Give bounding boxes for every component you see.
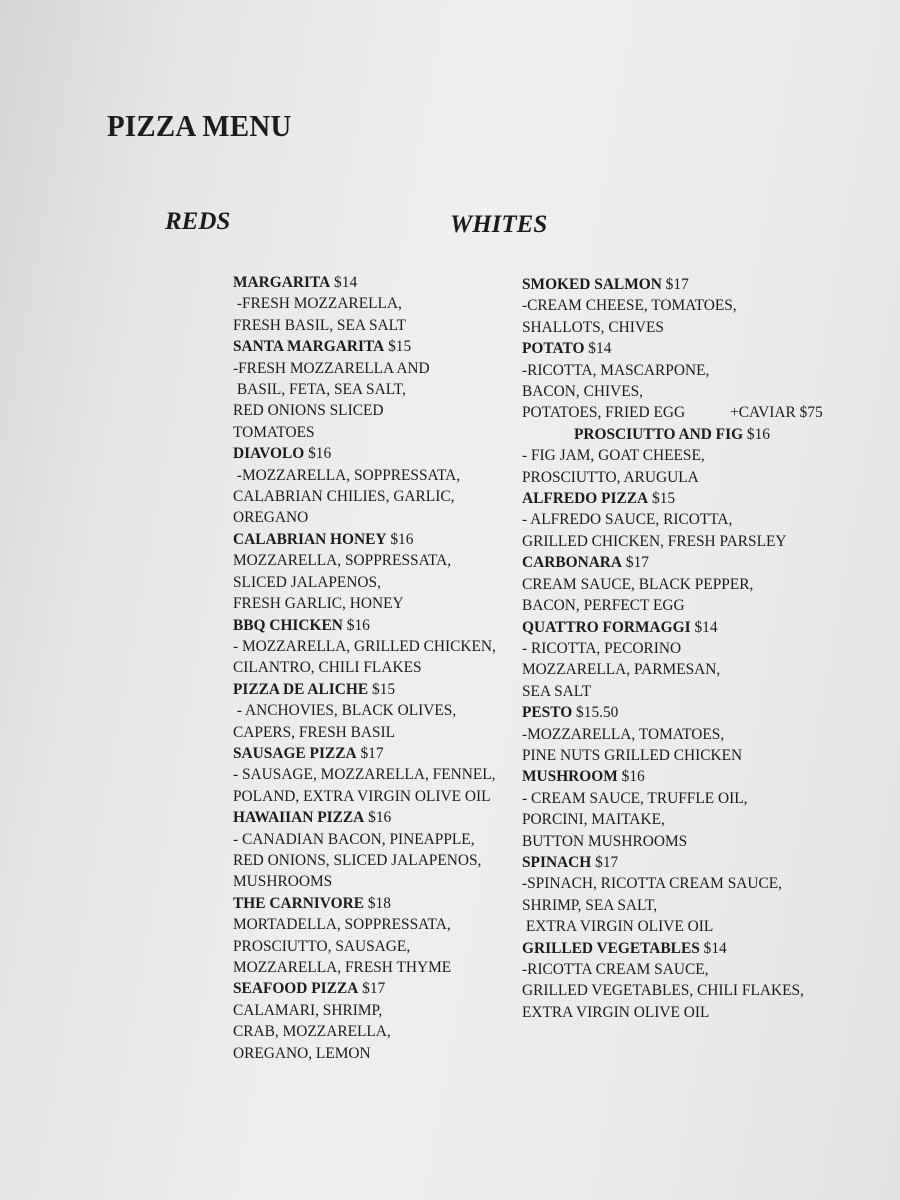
menu-item-title [233,272,496,293]
menu-item-description: -MOZZARELLA, SOPPRESSATA, [233,466,461,484]
menu-item-description: FRESH BASIL, SEA SALT [233,316,407,334]
menu-item-description: MOZZARELLA, FRESH THYME [233,959,452,976]
menu-item-description: - CANADIAN BACON, PINEAPPLE, [233,830,475,848]
menu-item-description: -RICOTTA CREAM SAUCE, [522,961,709,978]
menu-item-name: THE CARNIVORE [233,894,364,912]
menu-item-description: FRESH GARLIC, HONEY [233,595,404,613]
menu-item-name: POTATO [522,340,585,358]
menu-item-title [522,852,823,873]
menu-item-price: $15.50 [576,704,619,722]
menu-item-description: -RICOTTA, MASCARPONE, [522,361,710,379]
menu-item-price: $16 [346,616,370,634]
menu-item-description: PINE NUTS GRILLED CHICKEN [522,746,743,764]
menu-item-description: CAPERS, FRESH BASIL [233,723,396,741]
menu-item-title [522,338,823,359]
menu-item-description: CALABRIAN CHILIES, GARLIC, [233,488,455,506]
menu-item-name: SMOKED SALMON [522,276,662,293]
menu-item-price: $17 [362,980,386,998]
menu-item-price: $14 [334,274,358,291]
menu-item-name: CALABRIAN HONEY [233,530,387,548]
menu-item-price: $14 [694,618,718,636]
menu-item-name: HAWAIIAN PIZZA [233,809,365,827]
menu-item-description: -FRESH MOZZARELLA AND [233,359,430,377]
menu-item-price: $16 [390,530,414,548]
menu-item-price: $15 [388,338,412,356]
menu-item-description: RED ONIONS, SLICED JALAPENOS, [233,851,482,869]
menu-item-name: QUATTRO FORMAGGI [522,618,691,636]
menu-item-description: CRAB, MOZZARELLA, [233,1023,391,1041]
menu-item-description: BACON, PERFECT EGG [522,597,685,615]
menu-item-title [522,766,823,787]
menu-item-price: $18 [367,894,391,912]
menu-item-description: BACON, CHIVES, [522,383,643,401]
menu-item-name: MARGARITA [233,274,331,291]
menu-item-name: BBQ CHICKEN [233,616,343,634]
menu-item-description: -CREAM CHEESE, TOMATOES, [522,297,737,315]
menu-item-description: POTATOES, FRIED EGG +CAVIAR $75 [522,402,823,423]
menu-item-description: PORCINI, MAITAKE, [522,811,665,829]
menu-item-description: PROSCIUTTO, ARUGULA [522,468,699,486]
menu-item-name: SAUSAGE PIZZA [233,744,357,762]
menu-item-description: BUTTON MUSHROOMS [522,832,688,850]
reds-heading: REDS [165,208,231,235]
menu-item-title [522,702,823,723]
menu-item-price: $17 [665,276,689,293]
menu-item-description: MUSHROOMS [233,873,333,891]
whites-heading: WHITES [450,211,548,238]
menu-item-price: $17 [625,554,649,572]
menu-item-description: - FIG JAM, GOAT CHEESE, [522,447,705,465]
reds-menu-list [233,272,496,1064]
whites-menu-list [522,274,823,1023]
menu-item-price: $16 [746,425,770,443]
menu-item-addon: +CAVIAR $75 [730,404,823,422]
menu-item-description: CILANTRO, CHILI FLAKES [233,659,422,677]
menu-item-description: RED ONIONS SLICED [233,402,384,420]
menu-item-name: PROSCIUTTO AND FIG [574,425,744,443]
menu-item-description: CALAMARI, SHRIMP, [233,1001,383,1019]
menu-item-description: -MOZZARELLA, TOMATOES, [522,725,725,743]
menu-item-description: BASIL, FETA, SEA SALT, [233,381,406,399]
menu-item-name: SEAFOOD PIZZA [233,980,359,998]
menu-item-price: $16 [621,768,645,786]
menu-item-description: OREGANO, LEMON [233,1044,371,1062]
menu-item-title [233,743,496,764]
menu-item-price: $14 [703,939,727,957]
menu-item-description: - SAUSAGE, MOZZARELLA, FENNEL, [233,766,496,784]
menu-item-title [522,274,823,295]
menu-item-description: SEA SALT [522,682,592,700]
menu-item-name: PESTO [522,704,573,722]
menu-item-description: GRILLED CHICKEN, FRESH PARSLEY [522,532,787,550]
page-title: PIZZA MENU [107,108,292,143]
menu-item-price: $16 [368,809,392,827]
menu-item-description: GRILLED VEGETABLES, CHILI FLAKES, [522,982,804,1000]
menu-item-name: SANTA MARGARITA [233,338,385,356]
menu-item-description: EXTRA VIRGIN OLIVE OIL [522,918,714,936]
menu-item-name: DIAVOLO [233,445,305,463]
menu-item-title [522,424,823,445]
menu-item-description: EXTRA VIRGIN OLIVE OIL [522,1003,710,1021]
menu-item-description: OREGANO [233,509,309,527]
menu-item-title [233,893,496,914]
menu-item-title [233,615,496,636]
menu-item-name: SPINACH [522,853,592,871]
menu-item-description: SLICED JALAPENOS, [233,573,381,591]
menu-item-description: MOZZARELLA, SOPPRESSATA, [233,552,452,570]
menu-item-description: CREAM SAUCE, BLACK PEPPER, [522,575,754,593]
menu-item-description: PROSCIUTTO, SAUSAGE, [233,937,411,955]
menu-item-title [233,443,496,464]
menu-item-title [522,938,823,959]
menu-item-name: ALFREDO PIZZA [522,490,649,508]
menu-item-title [233,336,496,357]
menu-item-title [522,488,823,509]
menu-item-description: MOZZARELLA, PARMESAN, [522,661,721,679]
menu-item-description: - CREAM SAUCE, TRUFFLE OIL, [522,789,748,807]
menu-item-title [233,529,496,550]
menu-item-description: MORTADELLA, SOPPRESSATA, [233,916,451,934]
menu-item-description: SHRIMP, SEA SALT, [522,896,658,914]
menu-item-title [522,617,823,638]
menu-item-description: - ANCHOVIES, BLACK OLIVES, [233,702,457,720]
menu-item-price: $14 [588,340,612,358]
menu-item-title [522,552,823,573]
menu-item-description: TOMATOES [233,423,315,441]
menu-item-title [233,978,496,999]
menu-item-description: POLAND, EXTRA VIRGIN OLIVE OIL [233,787,491,805]
menu-item-name: MUSHROOM [522,768,618,786]
menu-item-price: $17 [595,853,619,871]
menu-item-description: - ALFREDO SAUCE, RICOTTA, [522,511,733,529]
menu-item-price: $17 [360,744,384,762]
menu-item-description: SHALLOTS, CHIVES [522,318,664,336]
menu-item-price: $15 [372,680,396,698]
menu-item-description: -FRESH MOZZARELLA, [233,295,402,313]
menu-item-title [233,807,496,828]
menu-item-price: $16 [308,445,332,463]
menu-item-description: - RICOTTA, PECORINO [522,639,682,657]
menu-item-title [233,679,496,700]
menu-item-description: - MOZZARELLA, GRILLED CHICKEN, [233,637,496,655]
menu-item-description: -SPINACH, RICOTTA CREAM SAUCE, [522,875,783,893]
menu-item-price: $15 [652,490,676,508]
menu-item-name: CARBONARA [522,554,623,572]
menu-item-name: PIZZA DE ALICHE [233,680,369,698]
menu-item-name: GRILLED VEGETABLES [522,939,700,957]
